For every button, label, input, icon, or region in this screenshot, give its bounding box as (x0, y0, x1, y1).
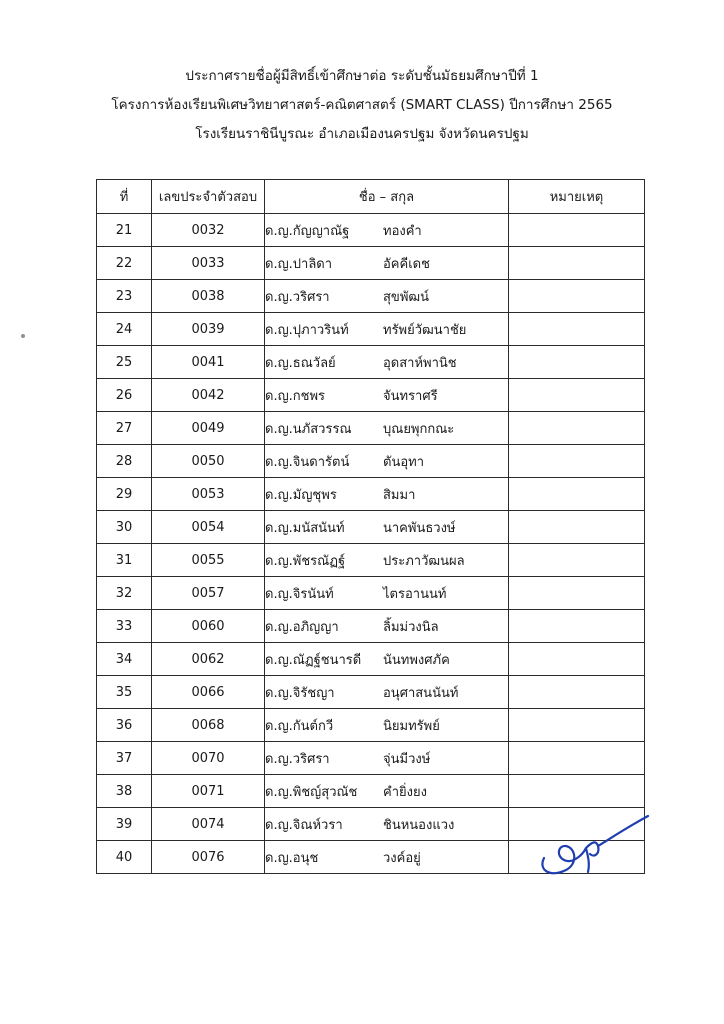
table-row (97, 544, 645, 577)
remark-cell (509, 544, 645, 577)
row-number: 22 (97, 247, 152, 280)
row-number: 29 (97, 478, 152, 511)
remark-cell (509, 511, 645, 544)
exam-id-cell: 0042 (152, 379, 265, 412)
column-header-exam-id: เลขประจำตัวสอบ (152, 180, 265, 214)
row-number: 23 (97, 280, 152, 313)
program-title: โครงการห้องเรียนพิเศษวิทยาศาสตร์-คณิตศาสตร์ (SMART CLASS) ปีการศึกษา 2565 (111, 97, 613, 113)
table-row (97, 610, 645, 643)
first-name: ด.ญ.กัญญาณัฐ (265, 223, 350, 239)
last-name: นิยมทรัพย์ (383, 718, 440, 734)
table-body (97, 214, 645, 874)
student-name-cell (265, 313, 509, 346)
remark-cell (509, 247, 645, 280)
column-header-remark: หมายเหตุ (509, 180, 645, 214)
first-name: ด.ญ.มนัสนันท์ (265, 520, 345, 536)
table-row (97, 346, 645, 379)
remark-cell (509, 412, 645, 445)
row-number: 37 (97, 742, 152, 775)
table-row (97, 478, 645, 511)
last-name: วงค์อยู่ (383, 850, 421, 866)
remark-cell (509, 610, 645, 643)
remark-cell (509, 478, 645, 511)
first-name: ด.ญ.ปุภาวรินท์ (265, 322, 349, 338)
exam-id-cell: 0074 (152, 808, 265, 841)
first-name: ด.ญ.มัญชุพร (265, 487, 337, 503)
student-name-cell (265, 742, 509, 775)
row-number: 24 (97, 313, 152, 346)
first-name: ด.ญ.ปาลิดา (265, 256, 333, 272)
first-name: ด.ญ.จิรัชญา (265, 685, 335, 701)
first-name: ด.ญ.กชพร (265, 388, 326, 404)
column-header-name: ชื่อ – สกุล (265, 180, 509, 214)
first-name: ด.ญ.พัชรณัฏฐ์ (265, 553, 346, 569)
last-name: อัคคีเดช (383, 256, 430, 272)
student-name-cell (265, 841, 509, 874)
remark-cell (509, 676, 645, 709)
table-row (97, 280, 645, 313)
student-name-cell (265, 643, 509, 676)
row-number: 28 (97, 445, 152, 478)
student-name-cell (265, 709, 509, 742)
table-row (97, 214, 645, 247)
first-name: ด.ญ.วริศรา (265, 289, 330, 305)
row-number: 39 (97, 808, 152, 841)
last-name: สุขพัฒน์ (383, 289, 430, 305)
remark-cell (509, 775, 645, 808)
table-row (97, 775, 645, 808)
student-name-cell (265, 478, 509, 511)
remark-cell (509, 742, 645, 775)
student-name-cell (265, 412, 509, 445)
row-number: 26 (97, 379, 152, 412)
row-number: 30 (97, 511, 152, 544)
exam-id-cell: 0038 (152, 280, 265, 313)
first-name: ด.ญ.วริศรา (265, 751, 330, 767)
table-row (97, 676, 645, 709)
student-name-cell (265, 214, 509, 247)
row-number: 40 (97, 841, 152, 874)
last-name: สิมมา (383, 487, 416, 503)
student-roster-table (96, 179, 645, 874)
table-row (97, 445, 645, 478)
remark-cell (509, 445, 645, 478)
row-number: 38 (97, 775, 152, 808)
table-row (97, 643, 645, 676)
first-name: ด.ญ.จิณห์วรา (265, 817, 343, 833)
exam-id-cell: 0053 (152, 478, 265, 511)
row-number: 34 (97, 643, 152, 676)
exam-id-cell: 0057 (152, 577, 265, 610)
first-name: ด.ญ.จินดารัตน์ (265, 454, 350, 470)
table-row (97, 742, 645, 775)
paper-speck (21, 334, 25, 338)
row-number: 31 (97, 544, 152, 577)
row-number: 36 (97, 709, 152, 742)
remark-cell (509, 709, 645, 742)
first-name: ด.ญ.ณัฏฐ์ชนารดี (265, 652, 362, 668)
last-name: นาคพันธวงษ์ (383, 520, 456, 536)
exam-id-cell: 0049 (152, 412, 265, 445)
student-name-cell (265, 544, 509, 577)
table-header-row (97, 180, 645, 214)
remark-cell (509, 313, 645, 346)
table-row (97, 379, 645, 412)
table-row (97, 247, 645, 280)
remark-cell (509, 577, 645, 610)
student-name-cell (265, 379, 509, 412)
student-name-cell (265, 445, 509, 478)
document-header (0, 62, 724, 149)
first-name: ด.ญ.นภัสวรรณ (265, 421, 352, 437)
exam-id-cell: 0068 (152, 709, 265, 742)
first-name: ด.ญ.จิรนันท์ (265, 586, 334, 602)
last-name: ทองคำ (383, 223, 422, 239)
first-name: ด.ญ.กันต์กวี (265, 718, 334, 734)
exam-id-cell: 0050 (152, 445, 265, 478)
last-name: จันทราศรี (383, 388, 438, 404)
exam-id-cell: 0039 (152, 313, 265, 346)
exam-id-cell: 0070 (152, 742, 265, 775)
student-name-cell (265, 280, 509, 313)
row-number: 27 (97, 412, 152, 445)
announcement-title: ประกาศรายชื่อผู้มีสิทธิ์เข้าศึกษาต่อ ระดับชั้นมัธยมศึกษาปีที่ 1 (185, 68, 539, 84)
school-location: โรงเรียนราชินีบูรณะ อำเภอเมืองนครปฐม จังหวัดนครปฐม (195, 126, 529, 142)
student-name-cell (265, 577, 509, 610)
exam-id-cell: 0060 (152, 610, 265, 643)
student-name-cell (265, 511, 509, 544)
exam-id-cell: 0054 (152, 511, 265, 544)
last-name: ทรัพย์วัฒนาชัย (383, 322, 467, 338)
last-name: ไตรอานนท์ (383, 586, 447, 602)
first-name: ด.ญ.พิชญ์สุวณัช (265, 784, 358, 800)
last-name: นันทพงศภัค (383, 652, 450, 668)
last-name: ลิ้มม่วงนิล (383, 619, 439, 635)
student-name-cell (265, 676, 509, 709)
exam-id-cell: 0071 (152, 775, 265, 808)
remark-cell (509, 346, 645, 379)
last-name: คำยิ่งยง (383, 784, 427, 800)
remark-cell (509, 214, 645, 247)
last-name: ชินหนองแวง (383, 817, 455, 833)
exam-id-cell: 0041 (152, 346, 265, 379)
exam-id-cell: 0066 (152, 676, 265, 709)
last-name: จุ่นมีวงษ์ (383, 751, 431, 767)
student-name-cell (265, 775, 509, 808)
student-name-cell (265, 808, 509, 841)
signature (536, 812, 656, 882)
remark-cell (509, 643, 645, 676)
row-number: 33 (97, 610, 152, 643)
row-number: 21 (97, 214, 152, 247)
last-name: อนุศาสนนันท์ (383, 685, 459, 701)
first-name: ด.ญ.อนุช (265, 850, 319, 866)
exam-id-cell: 0032 (152, 214, 265, 247)
remark-cell (509, 280, 645, 313)
student-name-cell (265, 247, 509, 280)
last-name: ประภาวัฒนผล (383, 553, 465, 569)
row-number: 35 (97, 676, 152, 709)
exam-id-cell: 0055 (152, 544, 265, 577)
first-name: ด.ญ.ธณวัลย์ (265, 355, 336, 371)
remark-cell (509, 379, 645, 412)
row-number: 25 (97, 346, 152, 379)
student-name-cell (265, 346, 509, 379)
column-header-no: ที่ (97, 180, 152, 214)
student-name-cell (265, 610, 509, 643)
last-name: บุณยพุกกณะ (383, 421, 455, 437)
exam-id-cell: 0076 (152, 841, 265, 874)
exam-id-cell: 0033 (152, 247, 265, 280)
last-name: อุดสาห์พานิช (383, 355, 457, 371)
table-row (97, 511, 645, 544)
row-number: 32 (97, 577, 152, 610)
table-row (97, 709, 645, 742)
table-row (97, 412, 645, 445)
first-name: ด.ญ.อภิญญา (265, 619, 339, 635)
exam-id-cell: 0062 (152, 643, 265, 676)
last-name: ตันอุทา (383, 454, 425, 470)
table-row (97, 577, 645, 610)
table-row (97, 313, 645, 346)
